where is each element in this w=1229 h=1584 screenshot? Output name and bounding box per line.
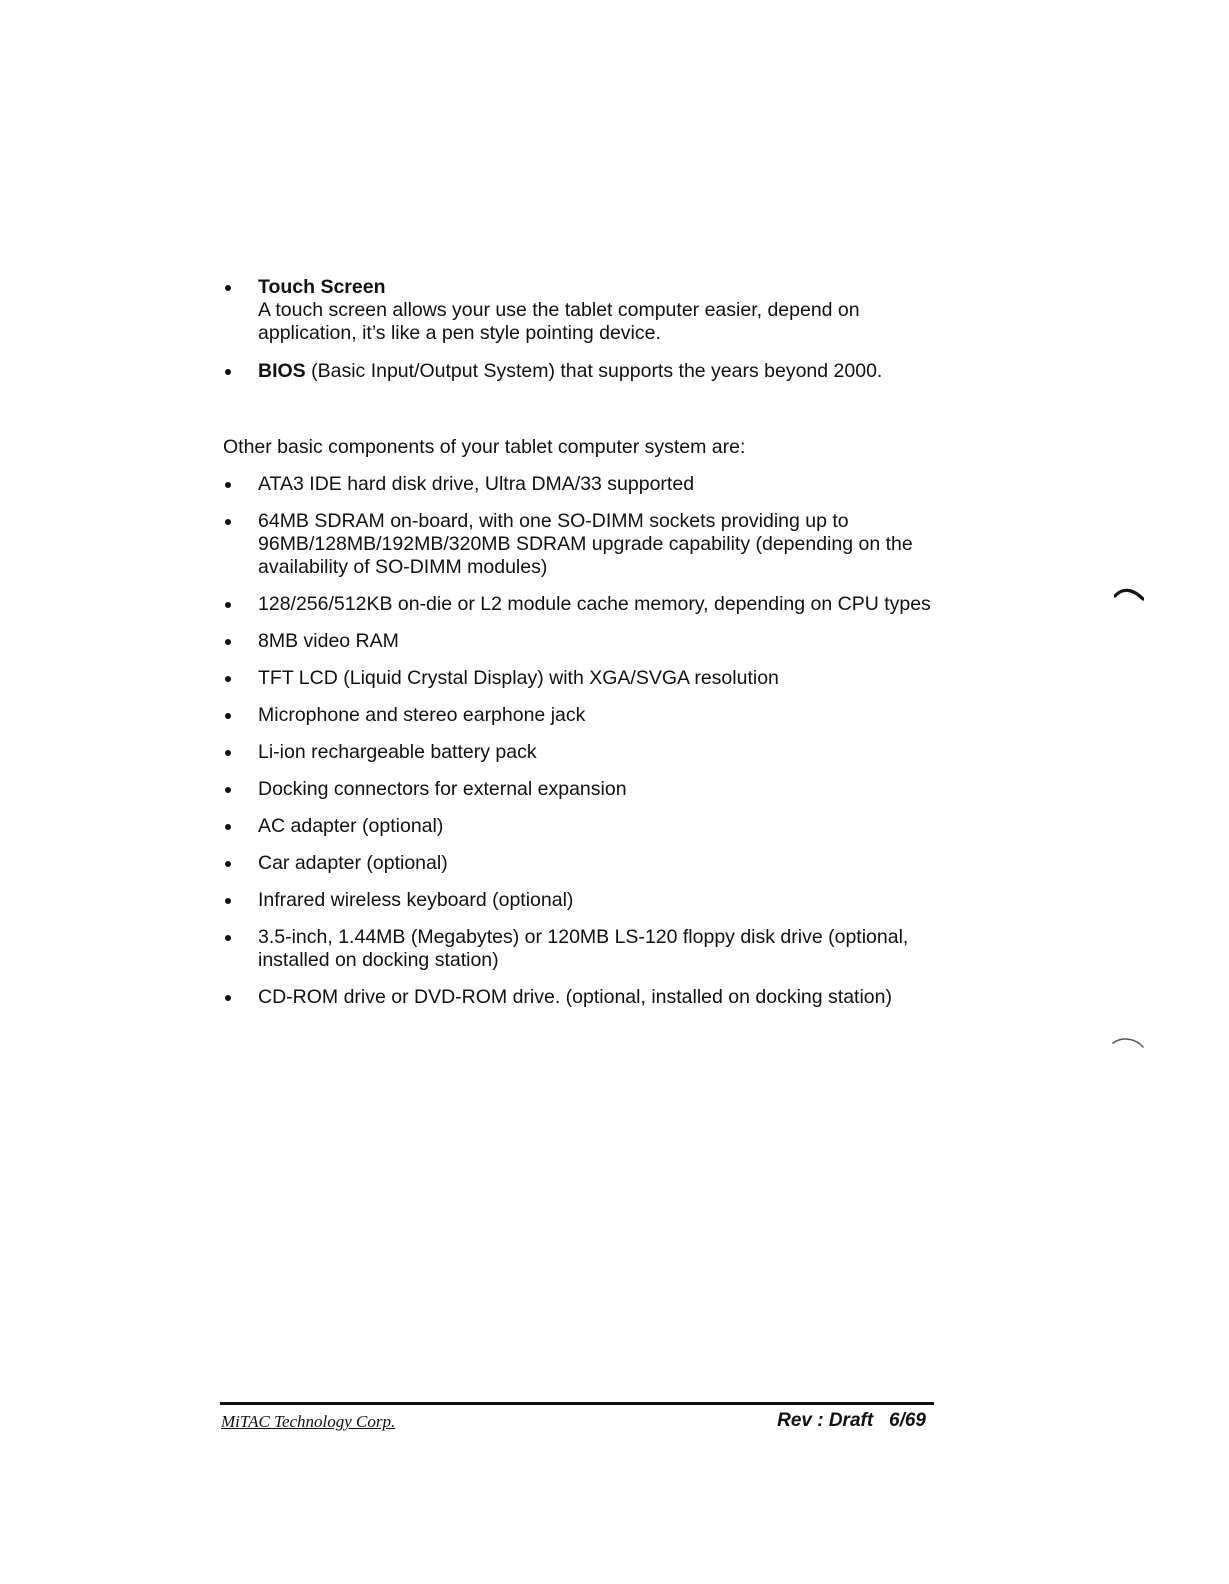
scan-mark — [1114, 586, 1144, 602]
feature-list — [223, 276, 943, 383]
list-item: Infrared wireless keyboard (optional) — [223, 889, 943, 912]
footer-rule — [220, 1402, 934, 1405]
feature-description-line: A touch screen allows your use the tablet computer easier, depend on — [258, 299, 860, 321]
footer-revision-block — [777, 1410, 926, 1432]
components-intro: Other basic components of your tablet computer system are: — [223, 436, 746, 458]
footer-company: MiTAC Technology Corp. — [221, 1412, 396, 1431]
feature-item-bios — [223, 360, 943, 383]
feature-description-line: application, it’s like a pen style pointing device. — [258, 322, 661, 344]
list-item: TFT LCD (Liquid Crystal Display) with XGA/SVGA resolution — [223, 667, 943, 690]
list-item: Car adapter (optional) — [223, 852, 943, 875]
list-item: Microphone and stereo earphone jack — [223, 704, 943, 727]
footer-revision: Rev : Draft — [777, 1410, 874, 1431]
list-item: Docking connectors for external expansion — [223, 778, 943, 801]
page-number: 6/69 — [889, 1410, 926, 1431]
list-item: Li-ion rechargeable battery pack — [223, 741, 943, 764]
list-item: 8MB video RAM — [223, 630, 943, 653]
list-item: CD-ROM drive or DVD-ROM drive. (optional, installed on docking station) — [223, 986, 943, 1009]
feature-title: Touch Screen — [258, 276, 386, 298]
list-item: 3.5-inch, 1.44MB (Megabytes) or 120MB LS-120 floppy disk drive (optional, installed on docking station) — [223, 926, 943, 972]
feature-item-touch-screen — [223, 276, 943, 345]
scan-mark — [1112, 1035, 1144, 1051]
list-item: 128/256/512KB on-die or L2 module cache memory, depending on CPU types — [223, 593, 943, 616]
list-item: ATA3 IDE hard disk drive, Ultra DMA/33 supported — [223, 473, 943, 496]
feature-title: BIOS — [258, 360, 306, 382]
list-item: AC adapter (optional) — [223, 815, 943, 838]
component-list — [223, 473, 943, 1009]
feature-description: (Basic Input/Output System) that supports the years beyond 2000. — [305, 360, 883, 382]
list-item: 64MB SDRAM on-board, with one SO-DIMM sockets providing up to 96MB/128MB/192MB/320MB SDRAM upgrade capability (depending on the availability of SO-DIMM modules) — [223, 510, 943, 579]
